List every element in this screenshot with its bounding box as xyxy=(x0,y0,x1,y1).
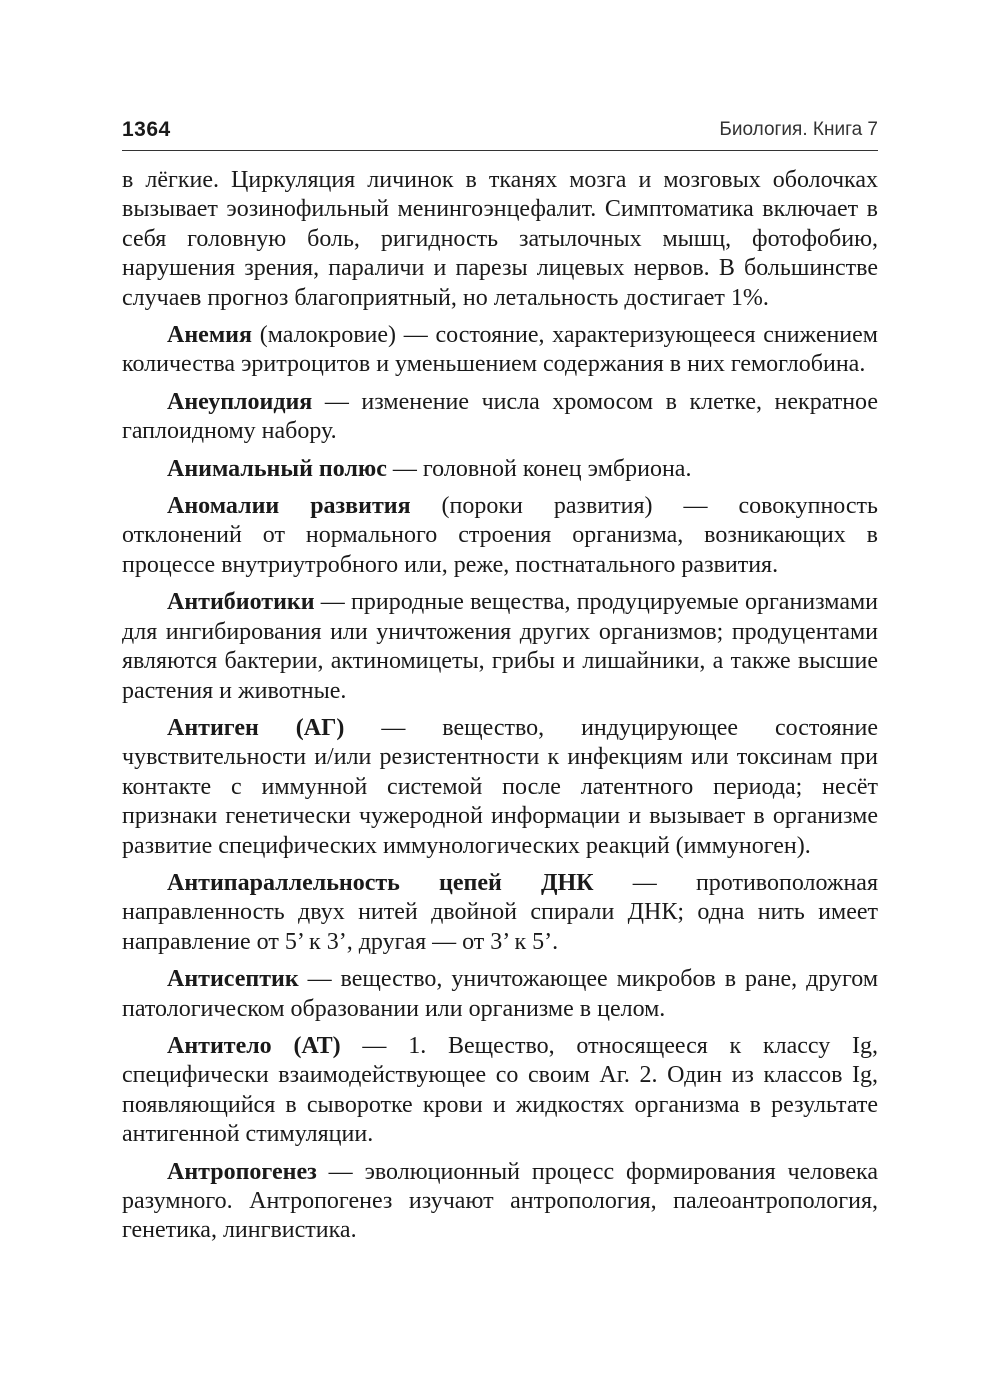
entry-definition: (пороки развития) — совокупность отклонений от нормального строения организма, возникающих в процессе внутриутробного или, реже, постнатального развития. xyxy=(122,493,878,578)
glossary-entry-antiseptic xyxy=(122,965,878,1024)
page-number: 1364 xyxy=(122,118,171,141)
glossary-entry-developmental-anomalies xyxy=(122,492,878,580)
entry-term: Антиген (АГ) xyxy=(167,714,345,741)
entry-term: Анимальный полюс xyxy=(167,455,387,482)
book-title: Биология. Книга 7 xyxy=(719,119,878,140)
glossary-text xyxy=(122,166,878,1254)
glossary-entry-anemia xyxy=(122,321,878,380)
glossary-entry-anthropogenesis xyxy=(122,1158,878,1246)
entry-definition: — вещество, индуцирующее состояние чувствительности и/или резистентности к инфекциям или токсинам при контакте с иммунной системой после латентного периода; несёт признаки генетически чужеродной информации и вызывает в организме развитие специфических иммунологических реакций (иммуноген). xyxy=(122,714,878,859)
glossary-entry-aneuploidy xyxy=(122,388,878,447)
entry-definition: — 1. Вещество, относящееся к классу Ig, специфически взаимодействующее со своим Аг. 2. Один из классов Ig, появляющийся в сыворотке крови и жидкостях организма в результате антигенной стимуляции. xyxy=(122,1032,878,1148)
glossary-entry-animal-pole xyxy=(122,455,878,484)
entry-definition: — головной конец эмбриона. xyxy=(386,455,692,482)
entry-term: Антисептик xyxy=(167,966,299,993)
running-header xyxy=(122,116,878,151)
entry-term: Антитело (АТ) xyxy=(167,1032,341,1059)
entry-term: Анемия xyxy=(167,322,252,349)
entry-term: Антипараллельность цепей ДНК xyxy=(167,869,594,896)
entry-definition: — противоположная направленность двух нитей двойной спирали ДНК; одна нить имеет направление от 5’ к 3’, другая — от 3’ к 5’. xyxy=(122,869,878,955)
entry-definition: — природные вещества, продуцируемые организмами для ингибирования или уничтожения других организмов; продуцентами являются бактерии, актиномицеты, грибы и лишайники, а также высшие растения и животные. xyxy=(122,589,878,704)
entry-term: Анеуплоидия xyxy=(167,388,313,415)
entry-definition: — вещество, уничтожающее микробов в ране, другом патологическом образовании или организме в целом. xyxy=(122,966,878,1022)
entry-term: Антропогенез xyxy=(167,1158,317,1185)
entry-definition: (малокровие) — состояние, характеризующееся снижением количества эритроцитов и уменьшением содержания в них гемоглобина. xyxy=(122,322,878,378)
glossary-entry-dna-antiparallelism xyxy=(122,869,878,957)
entry-definition: — эволюционный процесс формирования человека разумного. Антропогенез изучают антропология, палеоантропология, генетика, лингвистика. xyxy=(122,1158,878,1244)
entry-term: Аномалии развития xyxy=(167,493,411,520)
glossary-entry-antibiotics xyxy=(122,588,878,706)
entry-term: Антибиотики xyxy=(167,589,315,616)
glossary-entry-antigen xyxy=(122,714,878,861)
entry-definition: — изменение числа хромосом в клетке, некратное гаплоидному набору. xyxy=(122,388,878,445)
continuation-paragraph: в лёгкие. Циркуляция личинок в тканях мозга и мозговых оболочках вызывает эозинофильный менингоэнцефалит. Симптоматика включает в себя головную боль, ригидность затылочных мышц, фотофобию, нарушения зрения, параличи и парезы лицевых нервов. В большинстве случаев прогноз благоприятный, но летальность достигает 1%. xyxy=(122,167,878,311)
glossary-entry-antibody xyxy=(122,1032,878,1150)
